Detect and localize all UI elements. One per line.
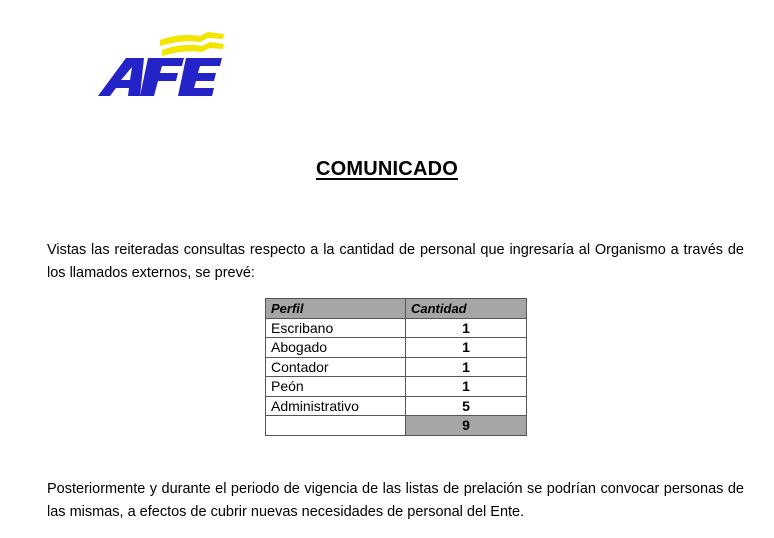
cell-cantidad: 1	[406, 357, 527, 377]
table-header-row	[266, 299, 527, 319]
afe-logo	[96, 30, 228, 100]
cell-total-empty	[266, 416, 406, 436]
staff-table	[265, 298, 527, 436]
cell-perfil: Peón	[266, 377, 406, 397]
header-cantidad: Cantidad	[406, 299, 527, 319]
cell-cantidad: 5	[406, 396, 527, 416]
cell-total: 9	[406, 416, 527, 436]
table-row	[266, 357, 527, 377]
table-row	[266, 338, 527, 358]
cell-cantidad: 1	[406, 338, 527, 358]
logo-yellow-stripes	[160, 32, 224, 56]
cell-perfil: Abogado	[266, 338, 406, 358]
cell-cantidad: 1	[406, 377, 527, 397]
cell-perfil: Contador	[266, 357, 406, 377]
table-row	[266, 377, 527, 397]
page-title: COMUNICADO	[316, 158, 458, 180]
closing-paragraph: Posteriormente y durante el periodo de vigencia de las listas de prelación se podrían convocar personas de las mismas, a efectos de cubrir nuevas necesidades de personal del Ente.	[47, 481, 744, 520]
header-perfil: Perfil	[266, 299, 406, 319]
intro-paragraph: Vistas las reiteradas consultas respecto a la cantidad de personal que ingresaría al Organismo a través de los llamados externos, se prevé:	[47, 242, 744, 281]
cell-perfil: Escribano	[266, 318, 406, 338]
cell-cantidad: 1	[406, 318, 527, 338]
logo-letters	[98, 58, 222, 96]
cell-perfil: Administrativo	[266, 396, 406, 416]
table-row	[266, 396, 527, 416]
table-total-row	[266, 416, 527, 436]
table-row	[266, 318, 527, 338]
